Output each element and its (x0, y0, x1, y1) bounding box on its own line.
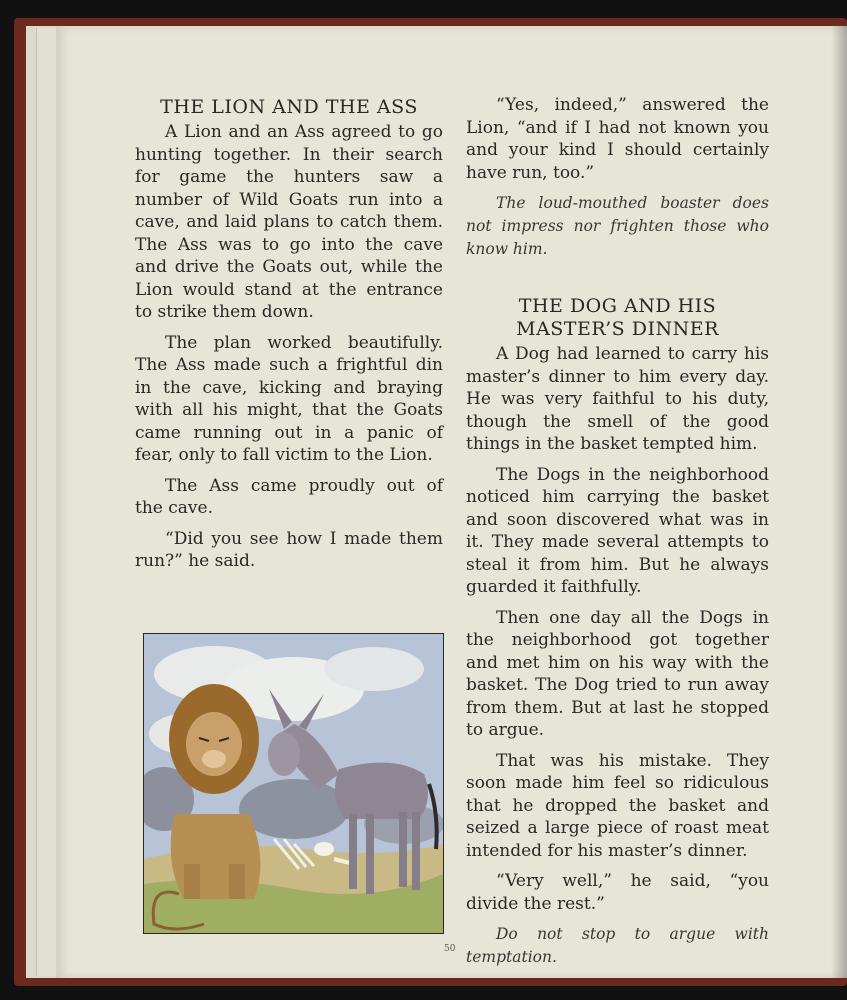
right-column (466, 94, 769, 977)
story-title-lion-ass: THE LION AND THE ASS (160, 96, 418, 118)
paragraph: A Dog had learned to carry his master’s dinner to him every day. He was very faithful to his duty, though the smell of the good things in the basket tempted him. (466, 344, 769, 454)
paragraph: “Very well,” he said, “you divide the rest.” (466, 871, 769, 914)
paragraph: The Ass came proudly out of the cave. (135, 475, 443, 518)
paragraph: Then one day all the Dogs in the neighborhood got together and met him on his way with the basket. The Dog tried to run away from them. But at last he stopped to argue. (466, 607, 769, 740)
paragraph: “Yes, indeed,” answered the Lion, “and if I had not known you and your kind I should certainly have run, too.” (466, 95, 769, 183)
left-column (135, 96, 443, 581)
moral-text: Do not stop to argue with temptation. (466, 925, 769, 966)
illustration-art (144, 634, 443, 933)
moral-text: The loud-mouthed boaster does not impress nor frighten those who know him. (466, 194, 769, 258)
paragraph: The Dogs in the neighborhood noticed him carrying the basket and soon discovered what was in it. They made several attempts to steal it from him. But he always guarded it faithfully. (466, 464, 769, 597)
story-title-dog-line2: MASTER’S DINNER (516, 318, 719, 340)
paragraph: That was his mistake. They soon made him feel so ridiculous that he dropped the basket and seized a large piece of roast meat intended for his master’s dinner. (466, 750, 769, 861)
page-gutter (831, 26, 847, 978)
paragraph: A Lion and an Ass agreed to go hunting together. In their search for game the hunters saw a number of Wild Goats run into a cave, and laid plans to catch them. The Ass was to go into the cave and drive the Goats out, while the Lion would stand at the entrance to strike them down. (135, 122, 443, 322)
paragraph: The plan worked beautifully. The Ass made such a frightful din in the cave, kicking and braying with all his might, that the Goats came running out in a panic of fear, only to fall victim to the Lion. (135, 332, 443, 465)
lion-and-ass-illustration (143, 633, 444, 934)
story-title-dog-line1: THE DOG AND HIS (518, 295, 717, 317)
page-number: 50 (444, 944, 456, 954)
paragraph: “Did you see how I made them run?” he said. (135, 528, 443, 571)
